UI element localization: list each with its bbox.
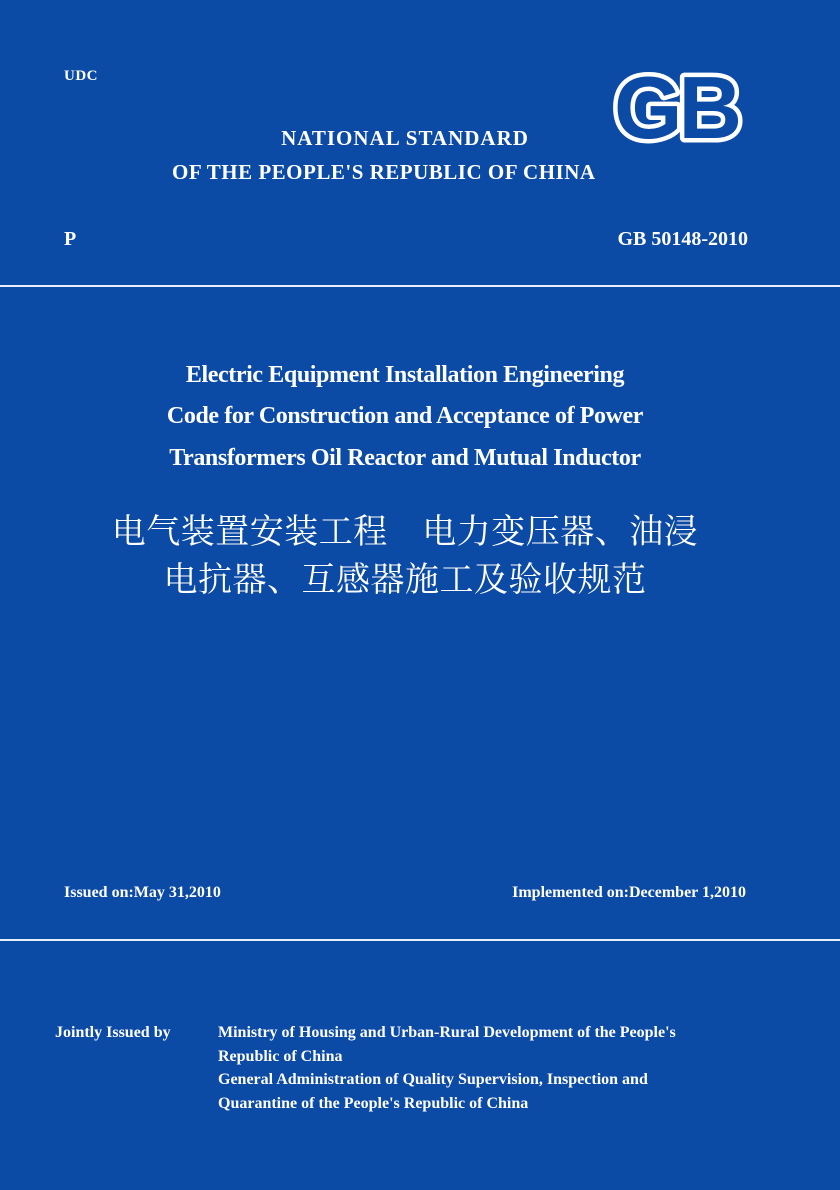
chinese-title-line: 电气装置安装工程 电力变压器、油浸: [111, 512, 699, 552]
chinese-title-line: 电抗器、互感器施工及验收规范: [163, 560, 647, 600]
issuer-line: Ministry of Housing and Urban-Rural Development of the People's: [218, 1024, 676, 1041]
issuer-line: General Administration of Quality Supervision, Inspection and: [218, 1071, 648, 1088]
classification-code: P: [64, 228, 77, 250]
issued-date: Issued on:May 31,2010: [64, 884, 221, 901]
english-title-line: Code for Construction and Acceptance of Power: [166, 403, 644, 429]
jointly-issued-label: Jointly Issued by: [55, 1024, 171, 1041]
gb-logo-text: GB: [614, 70, 738, 146]
udc-label: UDC: [64, 68, 98, 84]
implemented-date: Implemented on:December 1,2010: [512, 884, 746, 901]
english-title-line: Transformers Oil Reactor and Mutual Inductor: [169, 445, 641, 471]
bottom-divider: [0, 939, 840, 941]
standard-title-line2: OF THE PEOPLE'S REPUBLIC OF CHINA: [172, 160, 596, 184]
issuer-line: Republic of China: [218, 1048, 343, 1065]
standard-title-line1: NATIONAL STANDARD: [281, 126, 529, 150]
issuer-line: Quarantine of the People's Republic of China: [218, 1095, 529, 1112]
english-title-line: Electric Equipment Installation Engineering: [185, 362, 625, 388]
standard-number: GB 50148-2010: [617, 228, 748, 250]
gb-logo: [600, 70, 752, 146]
top-divider: [0, 285, 840, 287]
